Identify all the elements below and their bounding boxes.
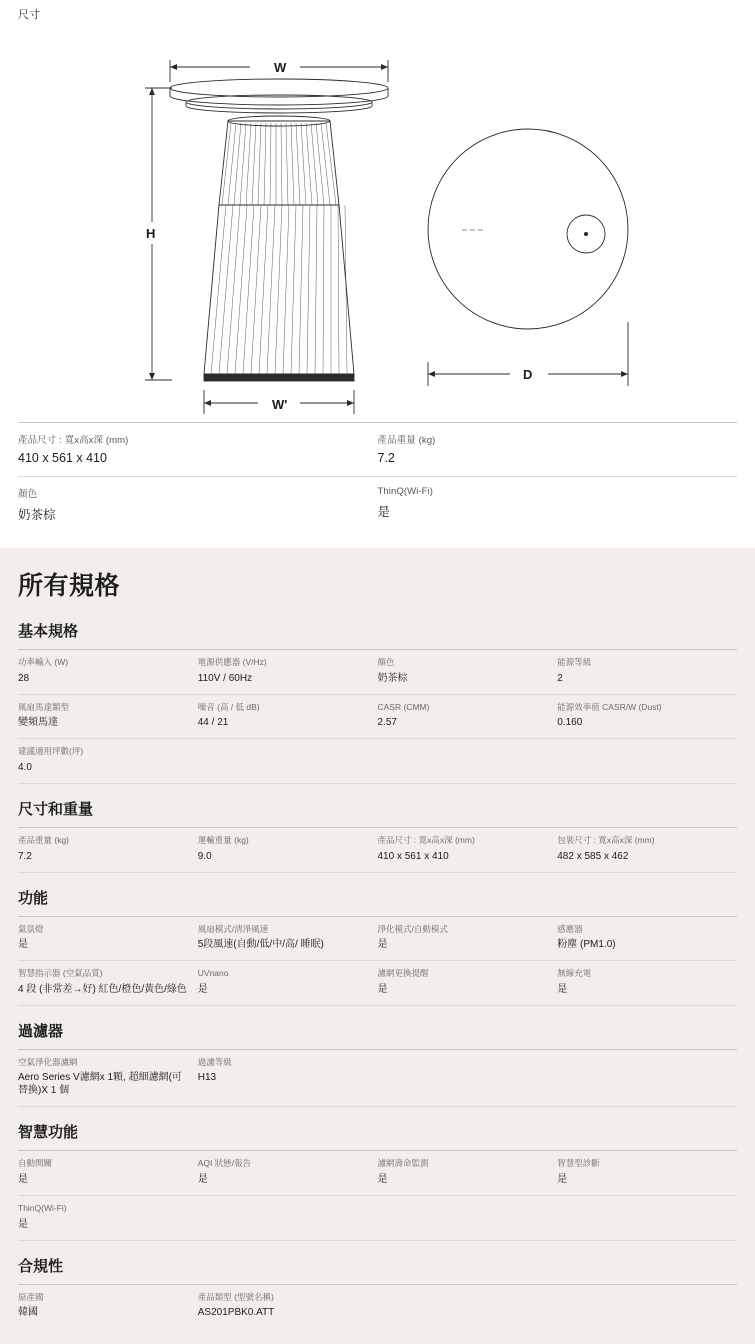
spec-value: 韓國 (18, 1307, 38, 1319)
spec-cell (378, 828, 558, 873)
spec-label: 智慧指示器 (空氣品質) (18, 968, 103, 979)
summary-cell (378, 477, 738, 534)
spec-value: Aero Series V濾網x 1顆, 超細濾網(可替換)X 1 個 (18, 1072, 182, 1097)
spec-value: 是 (557, 1174, 568, 1185)
spec-label: 運輸重量 (kg) (197, 834, 249, 845)
spec-cell (198, 1151, 378, 1196)
label-width-bottom: W' (272, 397, 288, 412)
spec-grid-dimensions (18, 827, 737, 873)
spec-label: UVnano (197, 968, 229, 979)
spec-cell (198, 917, 378, 962)
spec-cell (557, 917, 737, 962)
spec-cell-spacer (557, 1285, 737, 1329)
section-heading-filter: 過濾器 (18, 1022, 64, 1040)
spec-cell (378, 650, 558, 695)
spec-grid-basic (18, 649, 737, 784)
spec-cell-spacer (557, 1196, 737, 1241)
spec-value: 是 (18, 939, 28, 951)
section-heading-features: 功能 (18, 889, 49, 907)
spec-label: 濾網壽命監測 (377, 1158, 429, 1169)
spec-value: 是 (557, 983, 568, 995)
spec-cell (18, 739, 198, 784)
spec-value: 9.0 (197, 850, 212, 862)
summary-row (18, 476, 737, 534)
spec-label: 顏色 (377, 657, 395, 667)
spec-label: CASR (CMM) (377, 701, 430, 712)
spec-value: 變頻馬達 (18, 717, 58, 729)
spec-cell-spacer (378, 1050, 558, 1108)
spec-value: H13 (197, 1072, 217, 1084)
spec-value: 7.2 (18, 850, 32, 862)
spec-cell-spacer (557, 1050, 737, 1108)
spec-value: 是 (377, 939, 388, 951)
spec-label: 自動開關 (18, 1158, 53, 1169)
spec-value: 奶茶棕 (377, 672, 408, 684)
spec-label: 智慧型診斷 (557, 1158, 600, 1169)
spec-label: 無線充電 (557, 968, 592, 979)
spec-cell-spacer (198, 1196, 378, 1241)
spec-grid-compliance (18, 1284, 737, 1329)
spec-cell (557, 1151, 737, 1196)
spec-cell-spacer (557, 739, 737, 784)
spec-label: 風扇模式/清淨風速 (197, 923, 269, 934)
spec-label: 風扇馬達類型 (18, 701, 70, 712)
spec-value: 5段風速(自動/低/中/高/ 睡眠) (197, 939, 324, 951)
spec-label: 電源供應器 (V/Hz) (197, 657, 267, 667)
spec-cell (557, 695, 737, 740)
spec-value: 110V / 60Hz (197, 672, 253, 684)
dimension-section-title: 尺寸 (18, 9, 40, 21)
spec-value: 是 (197, 1174, 208, 1185)
spec-label: ThinQ(Wi-Fi) (18, 1203, 67, 1213)
all-specs-title: 所有規格 (18, 572, 121, 600)
spec-label: 濾網更換提醒 (377, 968, 429, 979)
spec-cell-spacer (378, 739, 558, 784)
spec-value: 4 段 (非常差→好) 紅色/橙色/黃色/綠色 (18, 983, 187, 995)
spec-label: 噪音 (高 / 低 dB) (197, 701, 260, 712)
section-heading-compliance: 合規性 (18, 1257, 64, 1275)
spec-value: 0.160 (557, 717, 583, 729)
summary-cell (18, 477, 378, 534)
label-width-top: W (274, 60, 287, 75)
spec-label: 產品類型 (型號名稱) (197, 1291, 274, 1302)
spec-label: 過濾等級 (197, 1056, 232, 1067)
summary-cell (18, 423, 378, 476)
spec-cell (18, 917, 198, 962)
spec-label: 淨化模式/自動模式 (377, 923, 448, 934)
summary-spec-block (0, 422, 755, 534)
section-heading-smart: 智慧功能 (18, 1124, 79, 1142)
section-heading-basic: 基本規格 (18, 623, 79, 640)
summary-cell (378, 423, 738, 476)
spec-value: 是 (377, 1174, 388, 1185)
summary-row (18, 422, 737, 476)
spec-label: 包裝尺寸 : 寬x高x深 (mm) (557, 834, 655, 845)
spec-value: AS201PBK0.ATT (197, 1307, 275, 1319)
spec-label: 氣氛燈 (18, 923, 44, 934)
spec-label: 產品尺寸 : 寬x高x深 (mm) (377, 834, 475, 845)
spec-value: 410 x 561 x 410 (377, 850, 449, 862)
spec-cell (557, 961, 737, 1006)
spec-cell (18, 1285, 198, 1329)
spec-value: 是 (18, 1174, 28, 1185)
spec-cell (378, 695, 558, 740)
spec-cell (198, 650, 378, 695)
spec-cell (18, 828, 198, 873)
summary-value: 7.2 (377, 451, 395, 465)
spec-value: 482 x 585 x 462 (557, 850, 629, 862)
spec-grid-smart (18, 1150, 737, 1240)
spec-cell (18, 695, 198, 740)
spec-cell (18, 1196, 198, 1241)
summary-label: 顏色 (18, 489, 38, 500)
spec-cell-spacer (378, 1196, 558, 1241)
spec-value: 4.0 (18, 761, 32, 773)
summary-label: 產品尺寸 : 寬x高x深 (mm) (18, 435, 129, 446)
spec-cell-spacer (198, 739, 378, 784)
spec-value: 2.57 (377, 717, 397, 729)
spec-label: 產品重量 (kg) (18, 834, 70, 845)
spec-value: 是 (197, 983, 208, 995)
spec-value: 44 / 21 (197, 717, 229, 729)
spec-cell (378, 917, 558, 962)
spec-label: 感應器 (557, 923, 583, 934)
summary-value: 奶茶棕 (18, 508, 56, 522)
spec-value: 粉塵 (PM1.0) (557, 939, 616, 951)
spec-cell (198, 961, 378, 1006)
all-specs-panel (0, 548, 755, 1344)
spec-cell (18, 650, 198, 695)
spec-label: 建議適用坪數(坪) (18, 746, 84, 757)
spec-label: 能源效率值 CASR/W (Dust) (557, 701, 662, 712)
spec-value: 是 (18, 1218, 28, 1230)
summary-value: 410 x 561 x 410 (18, 451, 107, 465)
spec-cell-spacer (378, 1285, 558, 1329)
spec-label: 功率輸入 (W) (18, 657, 69, 667)
summary-label: ThinQ(Wi-Fi) (377, 486, 434, 497)
spec-cell (198, 695, 378, 740)
section-heading-dimensions: 尺寸和重量 (18, 800, 94, 818)
spec-cell (18, 1151, 198, 1196)
spec-cell (198, 828, 378, 873)
spec-cell (18, 961, 198, 1006)
spec-value: 28 (18, 672, 30, 684)
spec-cell (557, 828, 737, 873)
spec-label: 能源等級 (557, 657, 592, 667)
spec-value: 2 (557, 672, 563, 684)
spec-cell (378, 1151, 558, 1196)
label-diameter: D (523, 367, 533, 382)
summary-value: 是 (377, 505, 391, 519)
spec-label: 原產國 (18, 1291, 44, 1302)
spec-cell (198, 1050, 378, 1108)
spec-cell (198, 1285, 378, 1329)
summary-label: 產品重量 (kg) (377, 435, 436, 446)
spec-label: 空氣淨化器濾網 (18, 1056, 78, 1067)
spec-cell (557, 650, 737, 695)
spec-cell (18, 1050, 198, 1108)
label-height: H (146, 226, 156, 241)
spec-label: AQI 狀態/報告 (197, 1158, 252, 1169)
product-dimension-drawing (0, 22, 755, 422)
spec-grid-filter (18, 1049, 737, 1108)
spec-grid-features (18, 916, 737, 1006)
spec-value: 是 (377, 983, 388, 995)
spec-cell (378, 961, 558, 1006)
